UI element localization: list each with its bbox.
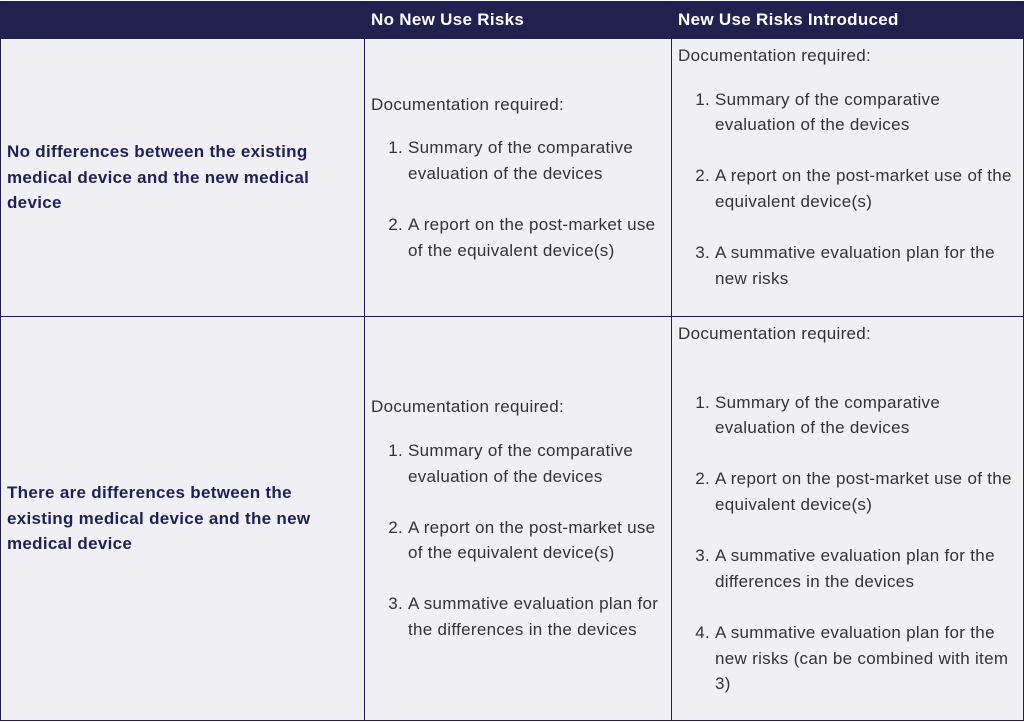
list-item: 2. A report on the post-market use of the equivalent device(s) [715,163,1017,214]
list-item: 4. A summative evaluation plan for the new risks (can be combined with item 3) [715,620,1017,697]
list-item: 2. A report on the post-market use of the equivalent device(s) [408,515,665,566]
cell-no-new-risks [365,39,672,317]
cell-no-new-risks [365,317,672,721]
list-item: 3. A summative evaluation plan for the differences in the devices [715,543,1017,594]
requirements-list [371,135,665,263]
table-row [1,39,1024,317]
requirements-list [678,87,1017,292]
header-row [1,2,1024,39]
header-no-new-use-risks: No New Use Risks [365,2,672,39]
list-item: 1. Summary of the comparative evaluation of the devices [408,438,665,489]
requirements-list [371,438,665,643]
cell-new-risks [672,39,1024,317]
list-item: 3. A summative evaluation plan for the new risks [715,240,1017,291]
list-item: 1. Summary of the comparative evaluation of the devices [715,390,1017,441]
cell-intro: Documentation required: [371,94,565,114]
requirements-list [678,390,1017,697]
row-label: There are differences between the existing medical device and the new medical device [1,317,365,721]
list-item: 2. A report on the post-market use of the equivalent device(s) [715,466,1017,517]
list-item: 1. Summary of the comparative evaluation of the devices [715,87,1017,138]
cell-new-risks [672,317,1024,721]
list-item: 2. A report on the post-market use of the equivalent device(s) [408,212,665,263]
header-empty [1,2,365,39]
cell-intro: Documentation required: [371,397,565,417]
table-row [1,317,1024,721]
cell-intro: Documentation required: [678,46,872,65]
documentation-requirements-table [0,1,1024,721]
list-item: 1. Summary of the comparative evaluation of the devices [408,135,665,186]
header-new-use-risks: New Use Risks Introduced [672,2,1024,39]
row-label: No differences between the existing medical device and the new medical device [1,39,365,317]
cell-intro: Documentation required: [678,324,872,343]
list-item: 3. A summative evaluation plan for the differences in the devices [408,591,665,642]
